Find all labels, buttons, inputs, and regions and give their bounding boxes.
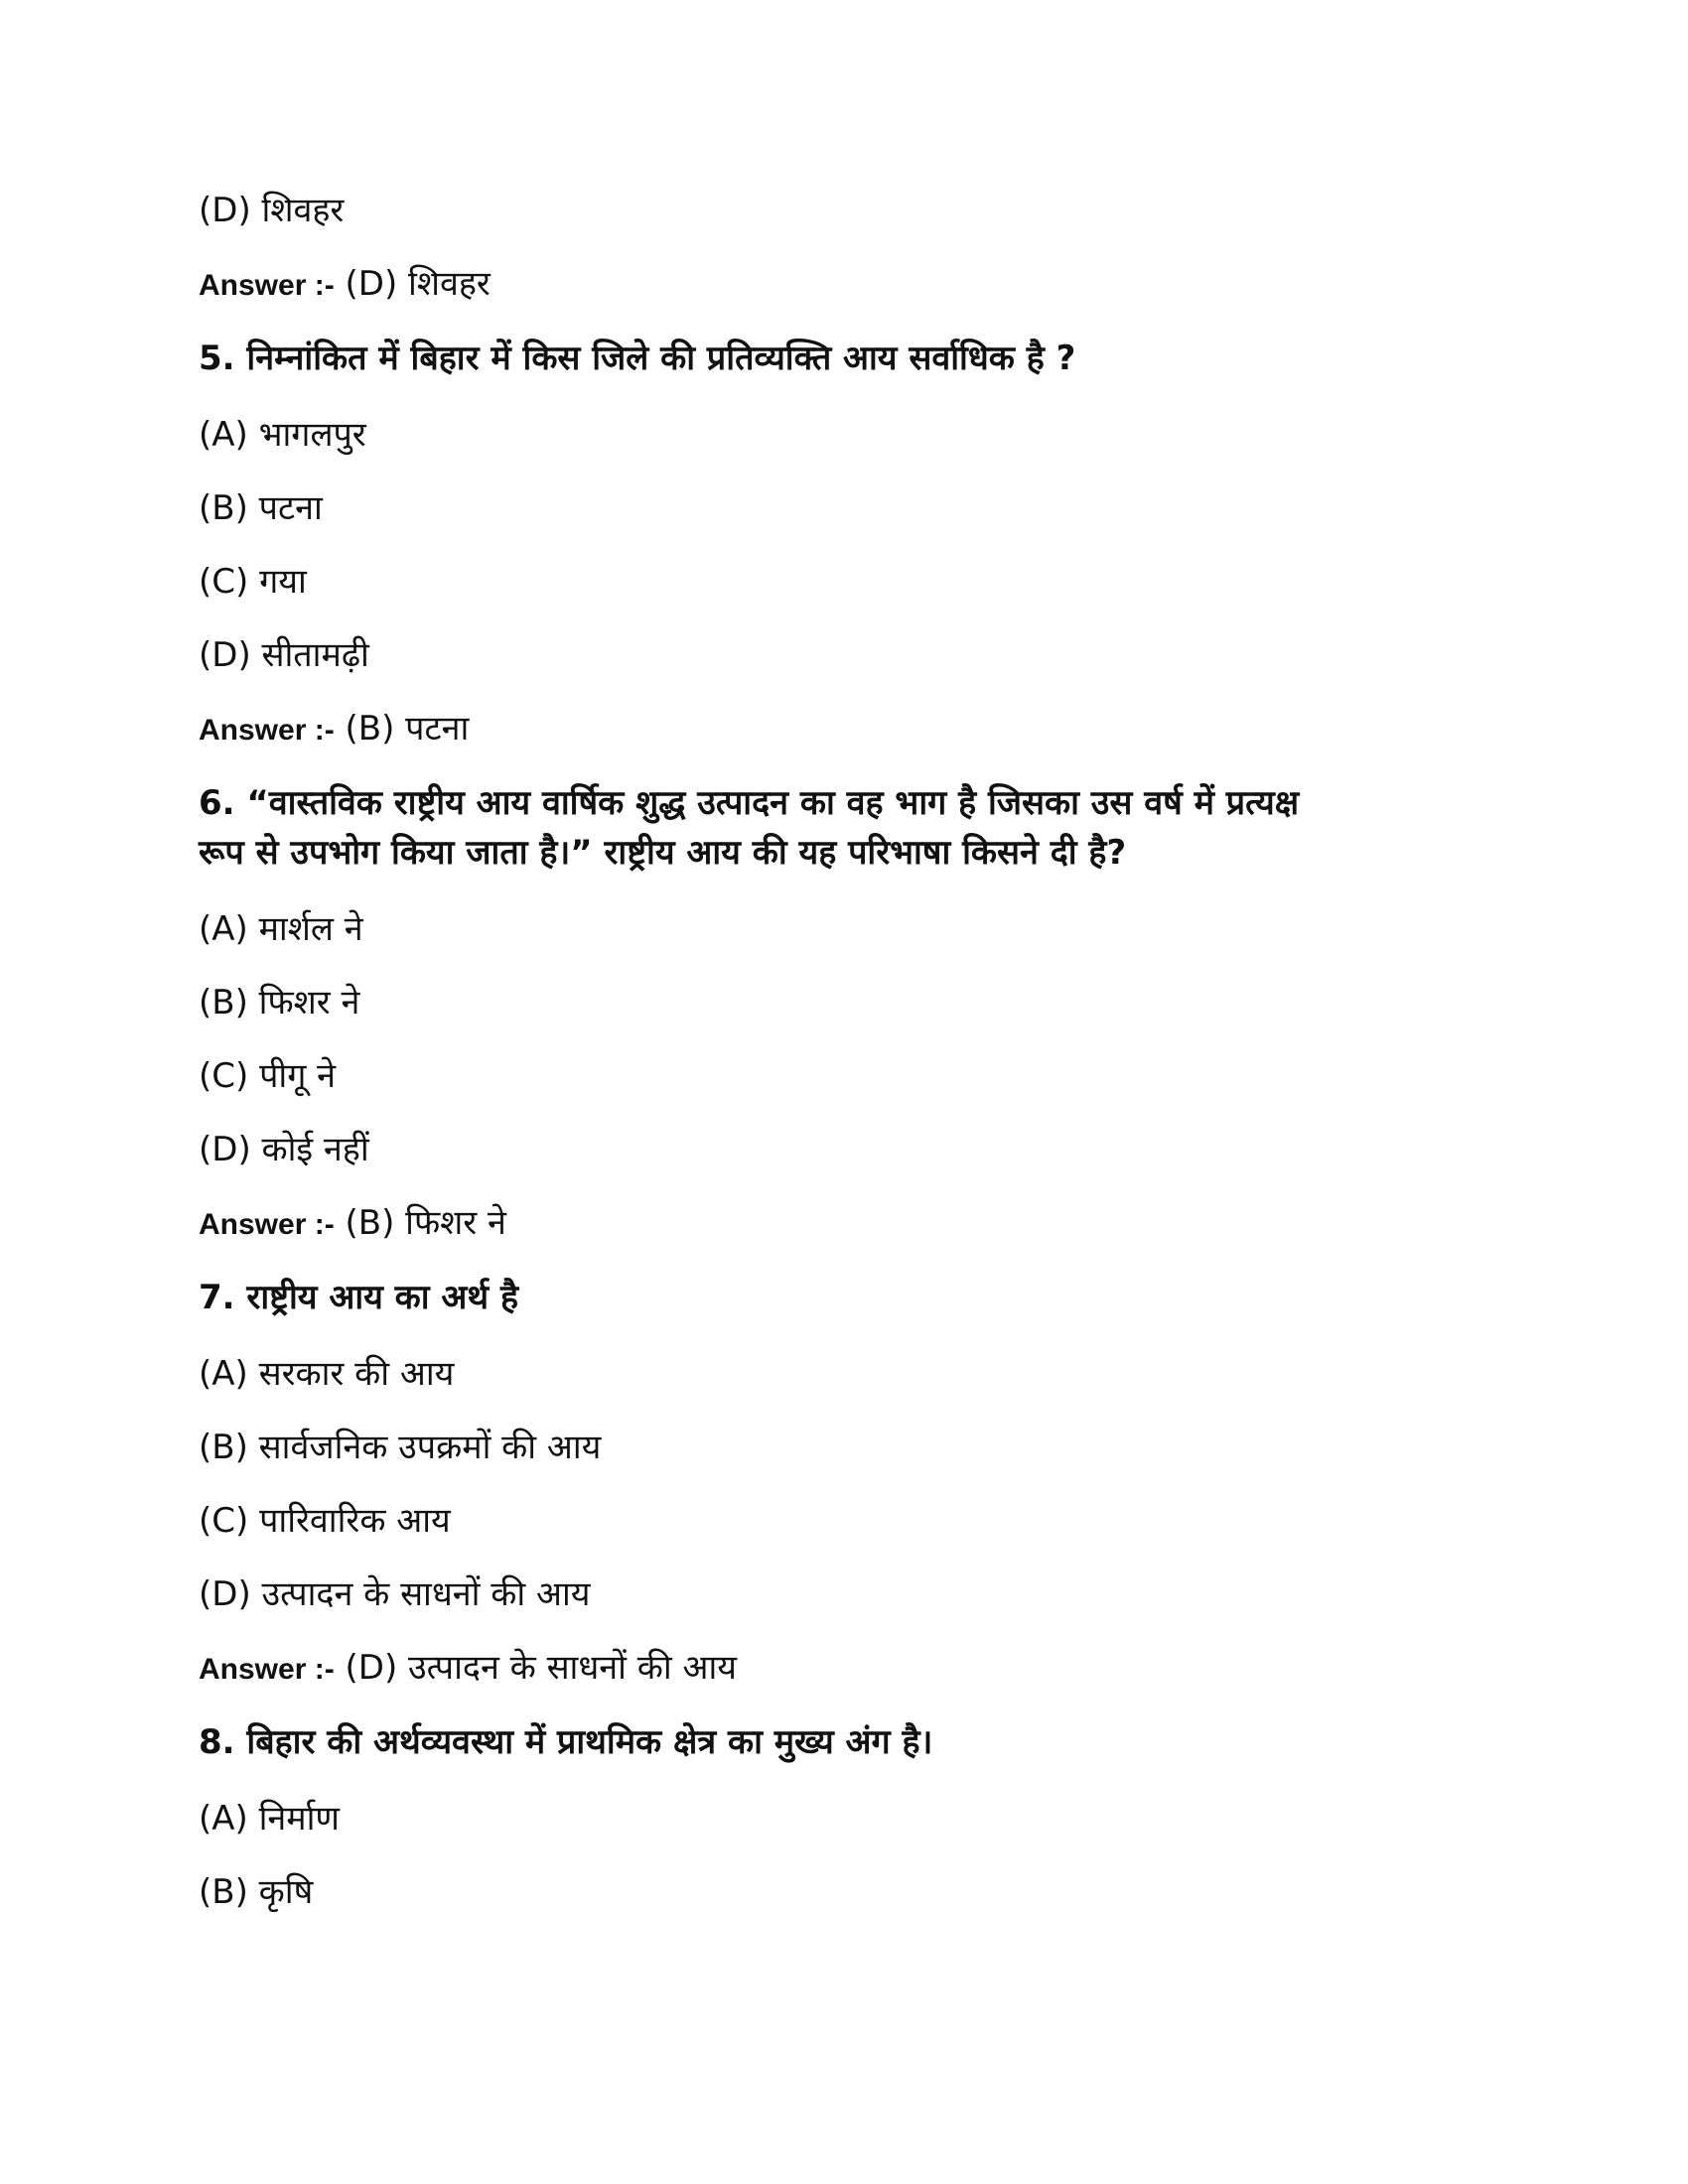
option-text: (D) सीतामढ़ी: [199, 635, 369, 675]
option-text: (B) कृषि: [199, 1872, 314, 1912]
question-text: 7. राष्ट्रीय आय का अर्थ है: [199, 1278, 518, 1317]
option-text: (B) पटना: [199, 488, 323, 528]
question-7: [199, 1273, 1489, 1322]
option-text: (B) सार्वजनिक उपक्रमों की आय: [199, 1428, 602, 1467]
option-text: (B) फिशर ने: [199, 983, 360, 1023]
question-text: 6. “वास्तविक राष्ट्रीय आय वार्षिक शुद्ध उत्पादन का वह भाग है जिसका उस वर्ष में प्रत्यक्ष: [199, 783, 1300, 823]
option-text: (C) पारिवारिक आय: [199, 1501, 451, 1541]
option-text: (C) पीगू ने: [199, 1056, 337, 1096]
question-text: रूप से उपभोग किया जाता है।” राष्ट्रीय आय की यह परिभाषा किसने दी है?: [199, 833, 1127, 873]
option-text: (A) सरकार की आय: [199, 1354, 455, 1394]
answer-line: [199, 1646, 1489, 1690]
answer-label: Answer :-: [199, 269, 335, 302]
option-text: (D) शिवहर: [199, 191, 345, 230]
question-8: [199, 1717, 1489, 1767]
document-page: [199, 189, 1489, 1944]
option-text: (A) मार्शल ने: [199, 909, 363, 949]
option-text: (C) गया: [199, 562, 307, 602]
question-text: 8. बिहार की अर्थव्यवस्था में प्राथमिक क्षेत्र का मुख्य अंग है।: [199, 1722, 933, 1762]
answer-label: Answer :-: [199, 714, 335, 747]
answer-line: [199, 262, 1489, 306]
question-text: 5. निम्नांकित में बिहार में किस जिले की प्रतिव्यक्ति आय सर्वाधिक है ?: [199, 339, 1076, 378]
answer-value: (D) उत्पादन के साधनों की आय: [334, 1648, 737, 1688]
option-text: (A) भागलपुर: [199, 415, 366, 455]
option-text: (A) निर्माण: [199, 1799, 340, 1839]
answer-label: Answer :-: [199, 1653, 335, 1686]
answer-label: Answer :-: [199, 1208, 335, 1241]
answer-value: (B) पटना: [334, 709, 470, 749]
question-6: [199, 778, 1489, 878]
answer-value: (B) फिशर ने: [334, 1203, 506, 1243]
answer-line: [199, 1201, 1489, 1245]
answer-line: [199, 707, 1489, 751]
option-text: (D) उत्पादन के साधनों की आय: [199, 1574, 591, 1614]
answer-value: (D) शिवहर: [334, 264, 491, 304]
question-5: [199, 334, 1489, 383]
option-text: (D) कोई नहीं: [199, 1130, 369, 1169]
